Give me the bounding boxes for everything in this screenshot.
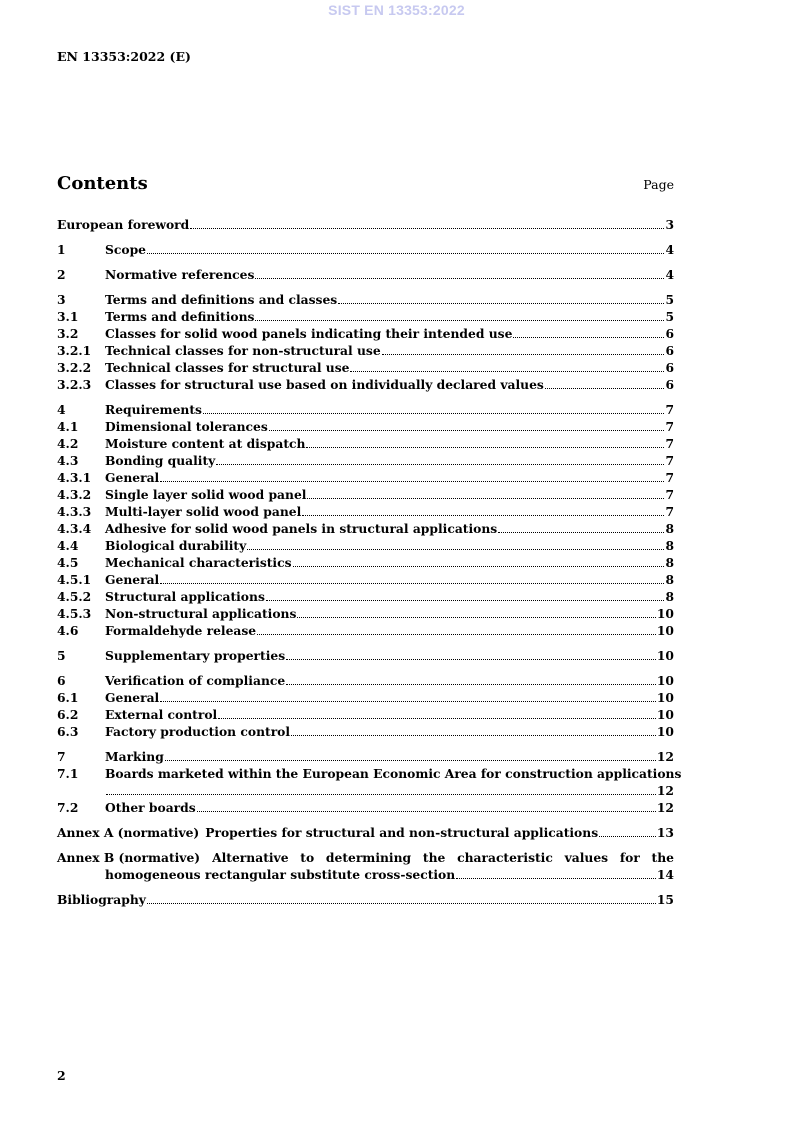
toc-entry[interactable]: 7.2 Other boards 12 (57, 800, 674, 815)
toc-entry[interactable]: 4.2 Moisture content at dispatch 7 (57, 436, 674, 451)
toc-entry[interactable]: 4.5.3 Non-structural applications 10 (57, 606, 674, 621)
toc-entry[interactable]: 4.1 Dimensional tolerances 7 (57, 419, 674, 434)
toc-entry[interactable]: 4.3.4 Adhesive for solid wood panels in structural applications 8 (57, 521, 674, 536)
toc-entry[interactable]: 3.1 Terms and definitions 5 (57, 309, 674, 324)
toc-entry[interactable]: 4.4 Biological durability 8 (57, 538, 674, 553)
toc-entry-wrapped[interactable]: 7.1 Boards marketed within the European Economic Area for construction applications (57, 766, 682, 781)
toc-entry-foreword[interactable]: European foreword 3 (57, 217, 674, 232)
toc-entry[interactable]: 4.6 Formaldehyde release 10 (57, 623, 674, 638)
watermark-text: SIST EN 13353:2022 (328, 2, 465, 18)
toc-entry[interactable]: 4.3 Bonding quality 7 (57, 453, 674, 468)
toc-entry[interactable]: 4.5.1 General 8 (57, 572, 674, 587)
toc-entry[interactable]: 4.3.1 General 7 (57, 470, 674, 485)
toc-entry[interactable]: 3.2 Classes for solid wood panels indicating their intended use 6 (57, 326, 674, 341)
toc-entry[interactable]: 1 Scope 4 (57, 242, 674, 257)
toc-entry[interactable]: 4.3.3 Multi-layer solid wood panel 7 (57, 504, 674, 519)
toc-entry[interactable]: 4 Requirements 7 (57, 402, 674, 417)
toc-entry[interactable]: 3.2.3 Classes for structural use based on individually declared values 6 (57, 377, 674, 392)
contents-heading: Contents (57, 173, 148, 194)
toc-entry[interactable]: 6 Verification of compliance 10 (57, 673, 674, 688)
document-id: EN 13353:2022 (E) (57, 49, 191, 64)
page-number: 2 (57, 1068, 66, 1083)
toc-entry[interactable]: 2 Normative references 4 (57, 267, 674, 282)
toc-entry[interactable]: 4.5 Mechanical characteristics 8 (57, 555, 674, 570)
toc-entry[interactable]: 3 Terms and definitions and classes 5 (57, 292, 674, 307)
toc-entry-annex-b[interactable]: Annex B (normative) Alternative to determining the characteristic values for the homogeneous rectangular substitute cross-section 14 (57, 850, 674, 882)
toc-entry[interactable]: 6.2 External control 10 (57, 707, 674, 722)
toc-entry[interactable]: 4.3.2 Single layer solid wood panel 7 (57, 487, 674, 502)
toc-entry[interactable]: 6.3 Factory production control 10 (57, 724, 674, 739)
toc-entry[interactable]: 7 Marking 12 (57, 749, 674, 764)
toc-entry[interactable]: 6.1 General 10 (57, 690, 674, 705)
toc-entry[interactable]: 3.2.1 Technical classes for non-structural use 6 (57, 343, 674, 358)
toc-entry-bibliography[interactable]: Bibliography 15 (57, 892, 674, 907)
toc-entry-annex-a[interactable]: Annex A (normative) Properties for structural and non-structural applications 13 (57, 825, 674, 840)
toc-entry[interactable]: 3.2.2 Technical classes for structural use 6 (57, 360, 674, 375)
toc-entry[interactable]: 5 Supplementary properties 10 (57, 648, 674, 663)
toc-entry[interactable]: 4.5.2 Structural applications 8 (57, 589, 674, 604)
page-column-label: Page (643, 177, 674, 192)
toc-entry-continuation[interactable]: 12 (57, 782, 674, 799)
table-of-contents (57, 216, 682, 908)
